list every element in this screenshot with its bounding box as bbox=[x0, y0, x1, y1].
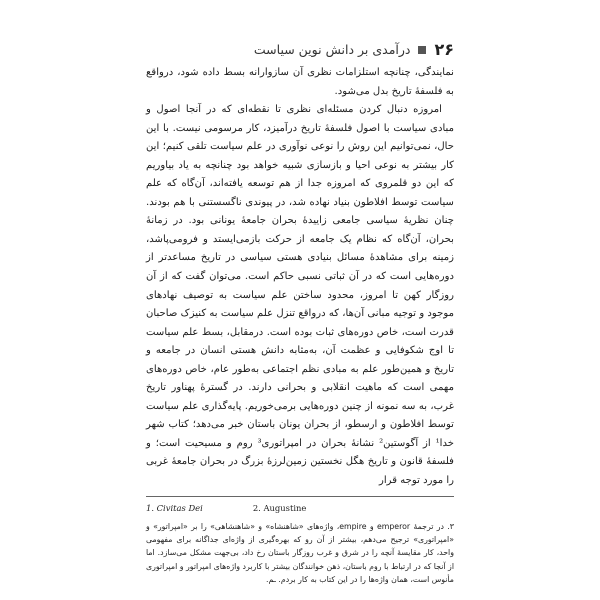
footnote-1: 1. Civitas Dei bbox=[146, 503, 203, 513]
paragraph-2: امروزه دنبال کردن مسئله‌ای نظری تا نقطه‌ای که در آنجا اصول و مبادی سیاست با اصول فلسفهٔ تاریخ درآمیزد، کار مرسومی نیست. با این حال، نمی‌توانیم این روش را نوعی نوآوری در علم سیاست تلقی کنیم؛ این کار بیشتر به نوعی احیا و بازسازی شبیه خواهد بود چنانچه به یاد بیاوریم که این دو قلمروی که امروزه جدا از هم توسعه یافته‌اند، آن‌گاه که علم سیاست توسط افلاطون بنیاد نهاده شد، در پیوندی ناگسستنی با هم بودند. چنان نظریهٔ سیاسی جامعی زاییدهٔ بحران جامعهٔ یونانی بود. در زمانهٔ بحران، آن‌گاه که نظام یک جامعه از حرکت بازمی‌ایستد و فرومی‌پاشد، زمینه برای مشاهدهٔ مسائل بنیادی هستی سیاسی در تاریخ مساعدتر از دوره‌هایی است که در آن ثباتی نسبی حاکم است. می‌توان گفت که از آن روزگار کهن تا امروز، محدود ساختن علم سیاست به توصیف نهادهای موجود و توجیه مبانی آن‌ها، که درواقع تنزل علم سیاست به کنیزک صاحبان قدرت است، خاص دوره‌های ثبات بوده است. درمقابل، بسط علم سیاست تا اوج شکوفایی و عظمت آن، به‌مثابه دانش هستی انسان در جامعه و تاریخ و همین‌طور علم به مبادی نظم اجتماعی به‌طور عام، خاص دوره‌های مهمی است که ماهیت انقلابی و بحرانی دارند. در گسترهٔ پهناور تاریخ غرب، به سه نمونه از چنین دوره‌هایی برمی‌خوریم. پایه‌گذاری علم سیاست توسط افلاطون و ارسطو، از بحران یونان باستان خبر می‌دهد؛ کتاب شهر خدا¹ از آگوستین² نشانهٔ بحران در امپراتوری³ روم و مسیحیت است؛ و فلسفهٔ قانون و تاریخ هگل نخستین زمین‌لرزهٔ بزرگ در بحران جامعهٔ غربی را مورد توجه قرار bbox=[146, 104, 454, 487]
page-number: ۲۶ bbox=[434, 40, 454, 59]
footnote-2: 2. Augustine bbox=[252, 503, 307, 513]
square-bullet-icon bbox=[418, 46, 426, 54]
footnote-3: ۳. در ترجمهٔ emperor و empire، واژه‌های «شاهنشاه» و «شاهنشاهی» را بر «امپراتور» و «امپراتوری» ترجیح می‌دهم، بیشتر از آن رو که بهره‌گیری از واژه‌ای جداگانه برای مفهومی واحد، کار مقایسهٔ آنچه را در شرق و غرب روزگار باستان رخ داد، بی‌جهت مشکل می‌سازد. اما از آنجا که در ارتباط با روم باستان، ذهن خوانندگان بیشتر با کاربرد واژه‌های امپراتور و امپراتوری مأنوس است، همان واژه‌ها را در این کتاب به کار بردم. ـم. bbox=[146, 522, 454, 584]
running-header bbox=[254, 40, 454, 59]
paragraph-1: نمایندگی، چنانچه استلزامات نظری آن سازوارانه بسط داده شود، درواقع به فلسفهٔ تاریخ بدل می‌شود. bbox=[146, 67, 454, 97]
footnotes bbox=[146, 496, 454, 586]
running-title: درآمدی بر دانش نوین سیاست bbox=[253, 42, 411, 57]
body-text bbox=[146, 64, 454, 491]
latin-footnotes bbox=[146, 503, 454, 513]
